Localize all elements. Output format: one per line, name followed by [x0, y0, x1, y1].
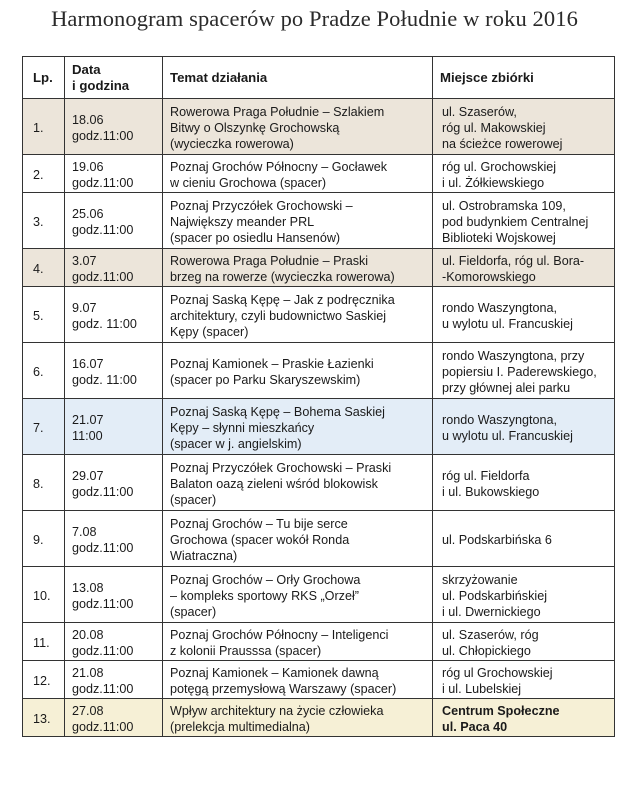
topic-cell-text: Poznaj Kamionek – Kamionek dawną potęgą przemysłową Warszawy (spacer)	[170, 665, 397, 696]
topic-cell	[163, 567, 433, 623]
header-lp: Lp.	[23, 57, 65, 99]
meeting-place-cell	[433, 343, 615, 399]
date-cell	[65, 455, 163, 511]
row-number-cell-text: 7.	[33, 420, 44, 435]
meeting-place-cell-text: ul. Szaserów, róg ul. Chłopickiego	[442, 627, 539, 658]
date-cell	[65, 399, 163, 455]
meeting-place-cell-text: skrzyżowanie ul. Podskarbińskiej i ul. Dwernickiego	[442, 572, 547, 619]
table-row	[23, 567, 615, 623]
row-number-cell	[23, 699, 65, 737]
table-row	[23, 193, 615, 249]
date-cell	[65, 567, 163, 623]
header-topic: Temat działania	[163, 57, 433, 99]
date-cell	[65, 343, 163, 399]
topic-cell-text: Poznaj Kamionek – Praskie Łazienki (spacer po Parku Skaryszewskim)	[170, 356, 374, 387]
date-cell-text: 20.08 godz.11:00	[72, 627, 134, 658]
meeting-place-cell	[433, 567, 615, 623]
date-cell-text: 29.07 godz.11:00	[72, 468, 134, 499]
table-row	[23, 155, 615, 193]
topic-cell	[163, 623, 433, 661]
meeting-place-cell-text: ul. Szaserów, róg ul. Makowskiej na ścieżce rowerowej	[442, 104, 563, 151]
meeting-place-cell	[433, 455, 615, 511]
table-row	[23, 455, 615, 511]
topic-cell	[163, 287, 433, 343]
date-cell	[65, 287, 163, 343]
topic-cell-text: Rowerowa Praga Południe – Szlakiem Bitwy o Olszynkę Grochowską (wycieczka rowerowa)	[170, 104, 385, 151]
date-cell	[65, 155, 163, 193]
meeting-place-cell	[433, 287, 615, 343]
meeting-place-cell	[433, 623, 615, 661]
topic-cell	[163, 511, 433, 567]
header-date: Data i godzina	[65, 57, 163, 99]
table-row	[23, 249, 615, 287]
meeting-place-cell-text: Centrum Społeczne ul. Paca 40	[442, 703, 560, 734]
topic-cell	[163, 343, 433, 399]
date-cell	[65, 661, 163, 699]
date-cell	[65, 699, 163, 737]
meeting-place-cell-text: róg ul. Grochowskiej i ul. Żółkiewskiego	[442, 159, 557, 190]
topic-cell	[163, 399, 433, 455]
row-number-cell	[23, 661, 65, 699]
date-cell-text: 18.06 godz.11:00	[72, 112, 134, 143]
date-cell	[65, 511, 163, 567]
table-row	[23, 343, 615, 399]
meeting-place-cell	[433, 193, 615, 249]
topic-cell	[163, 155, 433, 193]
row-number-cell-text: 12.	[33, 673, 51, 688]
meeting-place-cell-text: ul. Podskarbińska 6	[442, 532, 552, 547]
topic-cell	[163, 193, 433, 249]
date-cell-text: 9.07 godz. 11:00	[72, 300, 137, 331]
meeting-place-cell	[433, 661, 615, 699]
date-cell-text: 16.07 godz. 11:00	[72, 356, 137, 387]
date-cell	[65, 193, 163, 249]
meeting-place-cell	[433, 249, 615, 287]
topic-cell	[163, 699, 433, 737]
meeting-place-cell-text: rondo Waszyngtona, u wylotu ul. Francuskiej	[442, 300, 573, 331]
date-cell-text: 13.08 godz.11:00	[72, 580, 134, 611]
row-number-cell	[23, 287, 65, 343]
topic-cell-text: Poznaj Grochów – Orły Grochowa – kompleks sportowy RKS „Orzeł” (spacer)	[170, 572, 361, 619]
row-number-cell	[23, 193, 65, 249]
meeting-place-cell	[433, 399, 615, 455]
table-row	[23, 661, 615, 699]
table-row	[23, 511, 615, 567]
row-number-cell	[23, 455, 65, 511]
row-number-cell	[23, 343, 65, 399]
row-number-cell-text: 4.	[33, 261, 44, 276]
row-number-cell-text: 5.	[33, 308, 44, 323]
topic-cell-text: Poznaj Saską Kępę – Bohema Saskiej Kępy – słynni mieszkańcy (spacer w j. angielskim)	[170, 404, 385, 451]
topic-cell-text: Poznaj Grochów – Tu bije serce Grochowa (spacer wokół Ronda Wiatraczna)	[170, 516, 350, 563]
table-row	[23, 287, 615, 343]
table-row	[23, 399, 615, 455]
row-number-cell-text: 11.	[33, 635, 50, 650]
row-number-cell-text: 10.	[33, 588, 51, 603]
row-number-cell	[23, 99, 65, 155]
topic-cell	[163, 249, 433, 287]
page-title: Harmonogram spacerów po Pradze Południe w roku 2016	[51, 6, 578, 31]
meeting-place-cell-text: róg ul. Fieldorfa i ul. Bukowskiego	[442, 468, 540, 499]
meeting-place-cell-text: rondo Waszyngtona, u wylotu ul. Francuskiej	[442, 412, 573, 443]
row-number-cell	[23, 623, 65, 661]
meeting-place-cell	[433, 155, 615, 193]
topic-cell	[163, 455, 433, 511]
date-cell-text: 19.06 godz.11:00	[72, 159, 134, 190]
topic-cell-text: Poznaj Przyczółek Grochowski – Praski Balaton oazą zieleni wśród blokowisk (spacer)	[170, 460, 392, 507]
date-cell-text: 27.08 godz.11:00	[72, 703, 134, 734]
topic-cell-text: Poznaj Saską Kępę – Jak z podręcznika architektury, czyli budownictwo Saskiej Kępy (spacer)	[170, 292, 395, 339]
topic-cell-text: Rowerowa Praga Południe – Praski brzeg na rowerze (wycieczka rowerowa)	[170, 253, 395, 284]
row-number-cell-text: 1.	[33, 120, 44, 135]
date-cell	[65, 249, 163, 287]
topic-cell-text: Poznaj Przyczółek Grochowski – Największy meander PRL (spacer po osiedlu Hansenów)	[170, 198, 353, 245]
date-cell	[65, 623, 163, 661]
date-cell-text: 21.07 11:00	[72, 412, 104, 443]
date-cell	[65, 99, 163, 155]
meeting-place-cell	[433, 511, 615, 567]
date-cell-text: 7.08 godz.11:00	[72, 524, 134, 555]
header-place: Miejsce zbiórki	[433, 57, 615, 99]
topic-cell-text: Poznaj Grochów Północny – Gocławek w cieniu Grochowa (spacer)	[170, 159, 388, 190]
row-number-cell	[23, 249, 65, 287]
row-number-cell-text: 8.	[33, 476, 44, 491]
date-cell-text: 25.06 godz.11:00	[72, 206, 134, 237]
meeting-place-cell-text: róg ul Grochowskiej i ul. Lubelskiej	[442, 665, 553, 696]
schedule-table	[22, 56, 615, 737]
date-cell-text: 21.08 godz.11:00	[72, 665, 134, 696]
meeting-place-cell	[433, 699, 615, 737]
row-number-cell-text: 3.	[33, 214, 44, 229]
table-row	[23, 623, 615, 661]
row-number-cell	[23, 155, 65, 193]
meeting-place-cell-text: rondo Waszyngtona, przy popiersiu I. Paderewskiego, przy głównej alei parku	[442, 348, 597, 395]
topic-cell-text: Wpływ architektury na życie człowieka (prelekcja multimedialna)	[170, 703, 384, 734]
row-number-cell	[23, 511, 65, 567]
row-number-cell-text: 13.	[33, 711, 51, 726]
meeting-place-cell	[433, 99, 615, 155]
row-number-cell	[23, 399, 65, 455]
meeting-place-cell-text: ul. Ostrobramska 109, pod budynkiem Centralnej Biblioteki Wojskowej	[442, 198, 589, 245]
row-number-cell-text: 6.	[33, 364, 44, 379]
topic-cell	[163, 99, 433, 155]
topic-cell	[163, 661, 433, 699]
table-row	[23, 99, 615, 155]
row-number-cell-text: 9.	[33, 532, 44, 547]
row-number-cell-text: 2.	[33, 167, 44, 182]
topic-cell-text: Poznaj Grochów Północny – Inteligenci z kolonii Prausssa (spacer)	[170, 627, 389, 658]
table-header-row	[23, 57, 615, 99]
date-cell-text: 3.07 godz.11:00	[72, 253, 134, 284]
table-row	[23, 699, 615, 737]
meeting-place-cell-text: ul. Fieldorfa, róg ul. Bora- -Komorowskiego	[442, 253, 585, 284]
row-number-cell	[23, 567, 65, 623]
